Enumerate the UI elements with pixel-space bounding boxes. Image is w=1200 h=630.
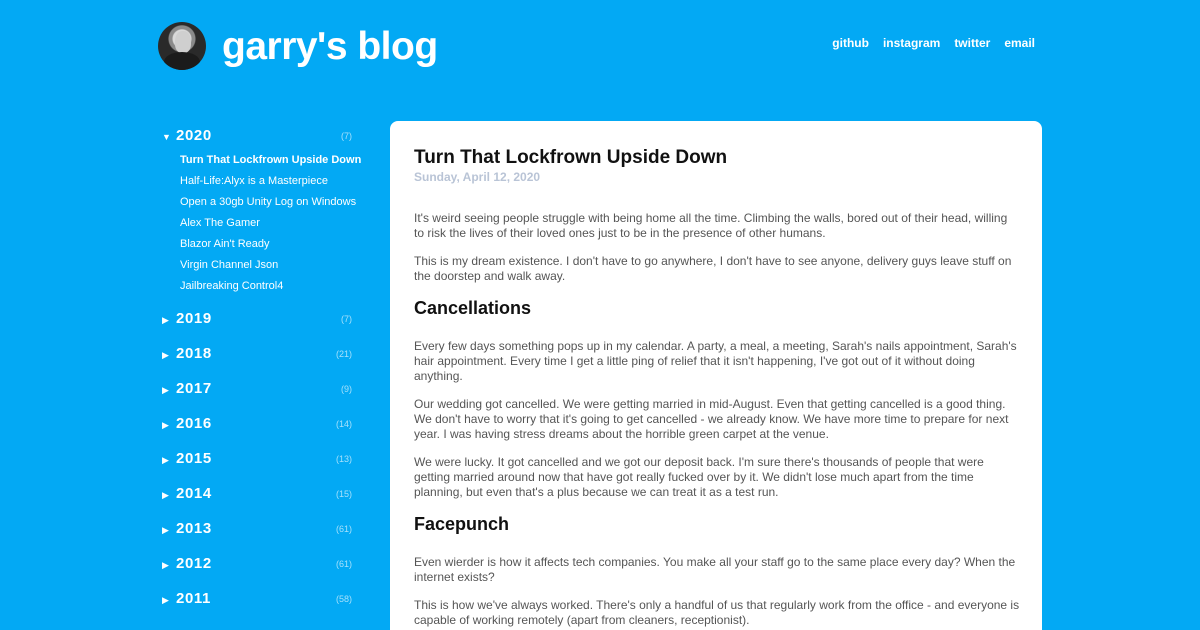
collapsed-triangle-icon: ▶ (162, 455, 169, 465)
paragraph: It's weird seeing people struggle with being home all the time. Climbing the walls, bored out of their head, willing to risk the lives of their loved ones just to be in the presence of other humans. (414, 211, 1008, 240)
year-post-count: (61) (335, 524, 352, 534)
collapsed-triangle-icon: ▶ (162, 490, 169, 500)
site-header (158, 22, 1038, 72)
avatar-face (175, 31, 191, 53)
post-link[interactable]: Blazor Ain't Ready (180, 238, 270, 250)
paragraph: Even wierder is how it affects tech companies. You make all your staff go to the same place every day? When the internet exists? (414, 555, 1016, 584)
year-toggle-2018[interactable] (162, 342, 357, 377)
year-post-count: (15) (335, 489, 352, 499)
year-toggle-2012[interactable] (162, 552, 357, 587)
paragraph: We were lucky. It got cancelled and we got our deposit back. I'm sure there's thousands of people that were getting married around now that have got really fucked over by it. We didn't lose much apart from the time planning, but even that's a plus because we can treat it as a test run. (414, 455, 984, 499)
post-link[interactable]: Jailbreaking Control4 (180, 280, 284, 292)
collapsed-triangle-icon: ▶ (162, 315, 169, 325)
top-nav (832, 36, 1035, 50)
author-avatar[interactable] (158, 22, 206, 70)
nav-link-instagram[interactable]: instagram (882, 36, 941, 50)
year-post-count: (21) (335, 349, 352, 359)
post-list-2020 (162, 152, 362, 299)
paragraph: This is how we've always worked. There's only a handful of us that regularly work from the office - and everyone is capable of working remotely (apart from cleaners, receptionist). (414, 598, 1020, 627)
year-toggle-2019[interactable] (162, 307, 357, 342)
year-label: 2017 (176, 380, 212, 397)
post-link[interactable]: Half-Life:Alyx is a Masterpiece (180, 175, 328, 187)
nav-link-github[interactable]: github (832, 36, 869, 50)
post-link[interactable]: Virgin Channel Json (180, 259, 279, 271)
paragraph: Every few days something pops up in my calendar. A party, a meal, a meeting, Sarah's nails appointment, Sarah's hair appointment. Every time I get a little ping of relief that it isn't happening, I've got out of it without doing anything. (414, 339, 1017, 383)
year-label: 2012 (176, 555, 212, 572)
post-title: Turn That Lockfrown Upside Down (414, 147, 728, 168)
avatar-shoulders (164, 52, 200, 70)
year-toggle-2016[interactable] (162, 412, 357, 447)
collapsed-triangle-icon: ▶ (162, 560, 169, 570)
post-link[interactable]: Alex The Gamer (180, 217, 260, 229)
paragraph: This is my dream existence. I don't have to go anywhere, I don't have to see anyone, delivery guys leave stuff on the doorstep and walk away. (414, 254, 1012, 283)
archive-sidebar (162, 124, 362, 622)
year-toggle-2020[interactable] (162, 124, 357, 152)
nav-link-twitter[interactable]: twitter (954, 36, 991, 50)
year-toggle-2014[interactable] (162, 482, 357, 517)
nav-link-email[interactable]: email (1004, 36, 1035, 50)
collapsed-triangle-icon: ▶ (162, 595, 169, 605)
year-label: 2014 (176, 485, 212, 502)
year-toggle-2013[interactable] (162, 517, 357, 552)
year-label: 2015 (176, 450, 212, 467)
site-title[interactable]: garry's blog (222, 25, 438, 68)
year-label: 2011 (176, 590, 211, 607)
year-toggle-2017[interactable] (162, 377, 357, 412)
year-post-count: (7) (341, 131, 352, 141)
year-post-count: (61) (335, 559, 352, 569)
paragraph: Our wedding got cancelled. We were getting married in mid-August. Even that getting cancelled is a good thing. We don't have to worry that it's going to get cancelled - we already know. We have more time to prepare for next year. I was having stress dreams about the horrible green carpet at the venue. (414, 397, 1009, 441)
year-post-count: (13) (335, 454, 352, 464)
post-link[interactable]: Turn That Lockfrown Upside Down (180, 154, 362, 166)
year-post-count: (14) (335, 419, 352, 429)
year-label: 2013 (176, 520, 212, 537)
post-link[interactable]: Open a 30gb Unity Log on Windows (180, 196, 357, 208)
year-label: 2018 (176, 345, 212, 362)
year-label: 2019 (176, 310, 212, 327)
year-toggle-2011[interactable] (162, 587, 357, 622)
year-toggle-2015[interactable] (162, 447, 357, 482)
collapsed-triangle-icon: ▶ (162, 525, 169, 535)
section-heading: Cancellations (414, 298, 532, 318)
collapsed-triangle-icon: ▶ (162, 420, 169, 430)
collapsed-triangle-icon: ▶ (162, 350, 169, 360)
year-label: 2016 (176, 415, 212, 432)
section-heading: Facepunch (414, 514, 510, 534)
year-post-count: (9) (341, 384, 352, 394)
post-body (414, 211, 1020, 628)
year-post-count: (7) (341, 314, 352, 324)
expanded-triangle-icon: ▼ (162, 132, 171, 142)
article-card (390, 121, 1042, 630)
year-label: 2020 (176, 127, 212, 144)
article-content (414, 147, 1020, 630)
post-date: Sunday, April 12, 2020 (414, 170, 541, 184)
collapsed-triangle-icon: ▶ (162, 385, 169, 395)
year-post-count: (58) (335, 594, 352, 604)
